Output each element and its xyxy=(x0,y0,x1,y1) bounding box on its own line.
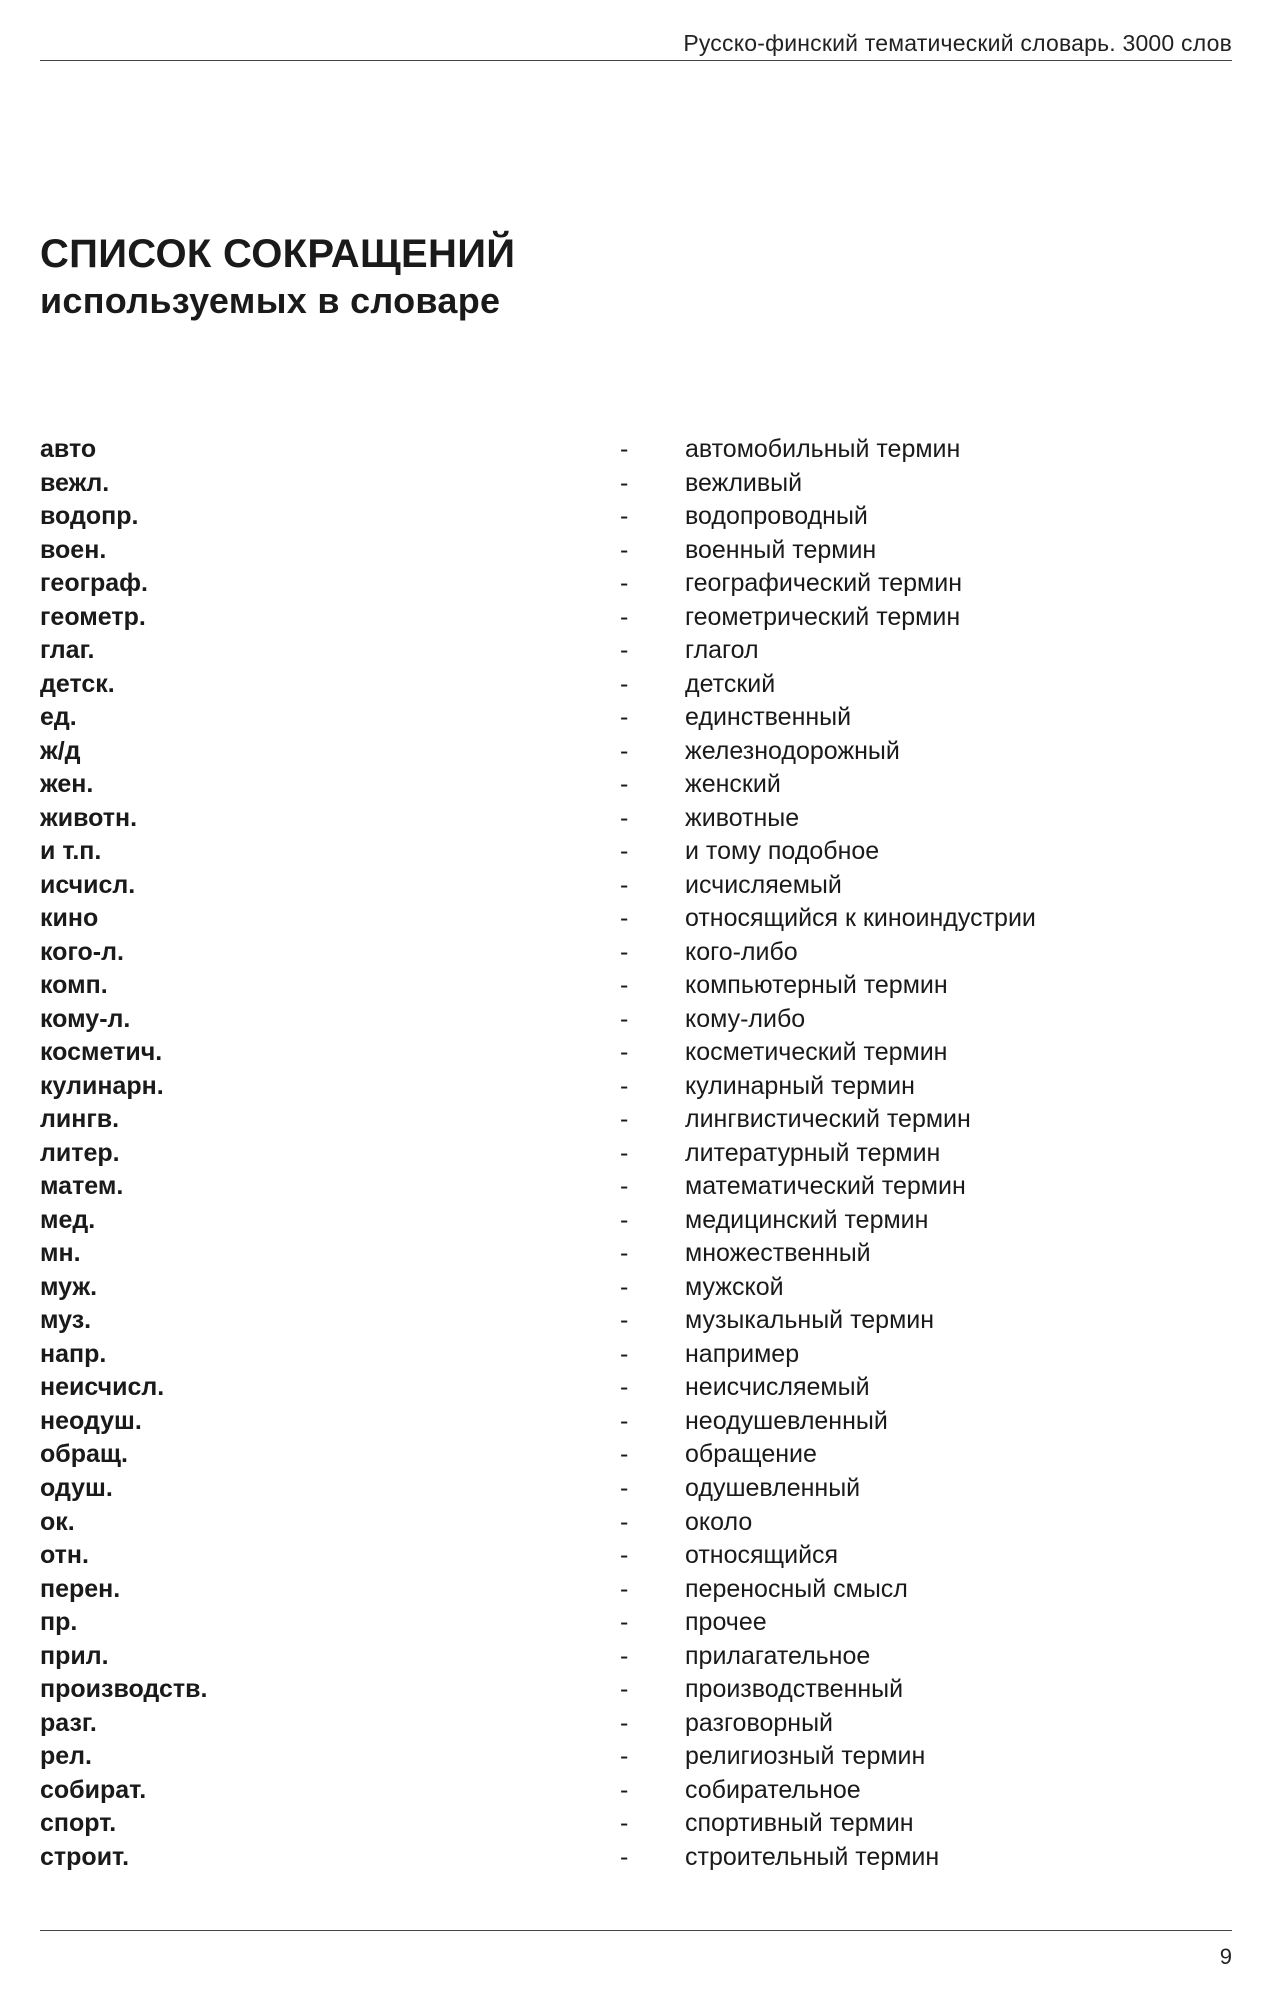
list-item xyxy=(40,1841,1232,1875)
abbreviation-meaning: относящийся xyxy=(685,1541,839,1570)
separator-dash: - xyxy=(620,569,629,598)
abbreviation: кино xyxy=(40,904,99,933)
list-item xyxy=(40,835,1232,869)
abbreviation: разг. xyxy=(40,1708,97,1737)
separator-dash: - xyxy=(620,1507,629,1536)
separator-dash: - xyxy=(620,937,629,966)
abbreviation: отн. xyxy=(40,1541,89,1570)
abbreviation: ж/д xyxy=(40,736,81,765)
header-rule xyxy=(40,60,1232,61)
abbreviation: кулинарн. xyxy=(40,1071,164,1100)
abbreviation-meaning: литературный термин xyxy=(685,1138,941,1167)
abbreviation-meaning: математический термин xyxy=(685,1172,966,1201)
separator-dash: - xyxy=(620,1272,629,1301)
abbreviation-meaning: кого-либо xyxy=(685,937,798,966)
list-item xyxy=(40,1036,1232,1070)
separator-dash: - xyxy=(620,1574,629,1603)
separator-dash: - xyxy=(620,1138,629,1167)
abbreviation-meaning: прилагательное xyxy=(685,1641,871,1670)
list-item xyxy=(40,467,1232,501)
list-item xyxy=(40,1539,1232,1573)
abbreviation-meaning: религиозный термин xyxy=(685,1742,926,1771)
list-item xyxy=(40,668,1232,702)
abbreviation: жен. xyxy=(40,770,94,799)
list-item xyxy=(40,1371,1232,1405)
separator-dash: - xyxy=(620,904,629,933)
abbreviation: мед. xyxy=(40,1205,96,1234)
abbreviation-meaning: детский xyxy=(685,669,776,698)
abbreviation-meaning: музыкальный термин xyxy=(685,1306,935,1335)
separator-dash: - xyxy=(620,1708,629,1737)
abbreviation: комп. xyxy=(40,971,108,1000)
abbreviation-meaning: относящийся к киноиндустрии xyxy=(685,904,1036,933)
abbreviation: глаг. xyxy=(40,636,95,665)
abbreviation-meaning: водопроводный xyxy=(685,502,868,531)
separator-dash: - xyxy=(620,837,629,866)
abbreviation: напр. xyxy=(40,1339,107,1368)
abbreviation: географ. xyxy=(40,569,148,598)
list-item xyxy=(40,567,1232,601)
list-item xyxy=(40,1070,1232,1104)
title-block xyxy=(40,230,515,324)
abbreviation: литер. xyxy=(40,1138,120,1167)
abbreviation: муж. xyxy=(40,1272,98,1301)
abbreviation: пр. xyxy=(40,1608,78,1637)
abbreviation-meaning: и тому подобное xyxy=(685,837,880,866)
abbreviation-meaning: строительный термин xyxy=(685,1842,940,1871)
list-item xyxy=(40,1506,1232,1540)
abbreviation-meaning: исчисляемый xyxy=(685,870,842,899)
abbreviation-meaning: лингвистический термин xyxy=(685,1105,971,1134)
separator-dash: - xyxy=(620,1306,629,1335)
separator-dash: - xyxy=(620,1004,629,1033)
separator-dash: - xyxy=(620,1239,629,1268)
list-item xyxy=(40,969,1232,1003)
separator-dash: - xyxy=(620,971,629,1000)
separator-dash: - xyxy=(620,1105,629,1134)
page-number: 9 xyxy=(1219,1944,1232,1969)
separator-dash: - xyxy=(620,636,629,665)
abbreviation: и т.п. xyxy=(40,837,102,866)
abbreviation: авто xyxy=(40,435,97,463)
running-header: Русско-финский тематический словарь. 3000 слов xyxy=(683,30,1232,56)
list-item xyxy=(40,869,1232,903)
list-item xyxy=(40,1472,1232,1506)
abbreviation-meaning: животные xyxy=(685,803,800,832)
list-item xyxy=(40,1774,1232,1808)
separator-dash: - xyxy=(620,535,629,564)
separator-dash: - xyxy=(620,736,629,765)
footer-rule xyxy=(40,1930,1232,1931)
abbreviation-meaning: кулинарный термин xyxy=(685,1071,915,1100)
abbreviation: рел. xyxy=(40,1742,93,1771)
abbreviation-meaning: прочее xyxy=(685,1608,767,1637)
list-item xyxy=(40,601,1232,635)
list-item xyxy=(40,1807,1232,1841)
separator-dash: - xyxy=(620,1641,629,1670)
abbreviation: ед. xyxy=(40,703,77,732)
abbreviation: собират. xyxy=(40,1775,147,1804)
abbreviation: одуш. xyxy=(40,1473,113,1502)
abbreviation: лингв. xyxy=(40,1105,120,1134)
abbreviation: воен. xyxy=(40,535,107,564)
separator-dash: - xyxy=(620,669,629,698)
abbreviation: детск. xyxy=(40,669,115,698)
separator-dash: - xyxy=(620,1541,629,1570)
abbreviation-meaning: женский xyxy=(685,770,781,799)
abbreviation-meaning: около xyxy=(685,1507,753,1536)
abbreviation: кому-л. xyxy=(40,1004,131,1033)
abbreviation-meaning: производственный xyxy=(685,1675,904,1704)
separator-dash: - xyxy=(620,468,629,497)
list-item xyxy=(40,1707,1232,1741)
list-item xyxy=(40,1137,1232,1171)
separator-dash: - xyxy=(620,435,629,463)
list-item xyxy=(40,1170,1232,1204)
abbreviation-meaning: обращение xyxy=(685,1440,817,1469)
list-item xyxy=(40,1606,1232,1640)
list-item xyxy=(40,1640,1232,1674)
abbreviation: водопр. xyxy=(40,502,139,531)
abbreviation: спорт. xyxy=(40,1809,117,1838)
separator-dash: - xyxy=(620,1742,629,1771)
abbreviation: неодуш. xyxy=(40,1406,142,1435)
separator-dash: - xyxy=(620,803,629,832)
list-item xyxy=(40,902,1232,936)
separator-dash: - xyxy=(620,1675,629,1704)
separator-dash: - xyxy=(620,1205,629,1234)
abbreviation: прил. xyxy=(40,1641,109,1670)
abbreviation: мн. xyxy=(40,1239,81,1268)
abbreviation-meaning: мужской xyxy=(685,1272,784,1301)
separator-dash: - xyxy=(620,703,629,732)
separator-dash: - xyxy=(620,1172,629,1201)
abbreviation: обращ. xyxy=(40,1440,128,1469)
list-item xyxy=(40,1237,1232,1271)
abbreviation-meaning: спортивный термин xyxy=(685,1809,914,1838)
separator-dash: - xyxy=(620,1373,629,1402)
list-item xyxy=(40,1304,1232,1338)
separator-dash: - xyxy=(620,1775,629,1804)
list-item xyxy=(40,936,1232,970)
abbreviation: исчисл. xyxy=(40,870,136,899)
abbreviation-meaning: косметический термин xyxy=(685,1038,948,1067)
page-title: СПИСОК СОКРАЩЕНИЙ xyxy=(40,232,516,276)
separator-dash: - xyxy=(620,1038,629,1067)
list-item xyxy=(40,1673,1232,1707)
abbreviation-meaning: кому-либо xyxy=(685,1004,806,1033)
abbreviation-meaning: глагол xyxy=(685,636,759,665)
separator-dash: - xyxy=(620,1339,629,1368)
separator-dash: - xyxy=(620,770,629,799)
abbreviation-meaning: автомобильный термин xyxy=(685,435,961,463)
abbreviation: неисчисл. xyxy=(40,1373,165,1402)
abbreviation-meaning: геометрический термин xyxy=(685,602,961,631)
separator-dash: - xyxy=(620,1406,629,1435)
list-item xyxy=(40,1573,1232,1607)
abbreviation-meaning: медицинский термин xyxy=(685,1205,929,1234)
abbreviation-meaning: железнодорожный xyxy=(685,736,900,765)
abbreviation: производств. xyxy=(40,1675,208,1704)
list-item xyxy=(40,735,1232,769)
abbreviation-meaning: множественный xyxy=(685,1239,871,1268)
list-item xyxy=(40,1438,1232,1472)
separator-dash: - xyxy=(620,1440,629,1469)
abbreviation-meaning: неисчисляемый xyxy=(685,1373,870,1402)
separator-dash: - xyxy=(620,502,629,531)
list-item xyxy=(40,701,1232,735)
abbreviation-meaning: компьютерный термин xyxy=(685,971,948,1000)
list-item xyxy=(40,1103,1232,1137)
list-item xyxy=(40,802,1232,836)
separator-dash: - xyxy=(620,1608,629,1637)
separator-dash: - xyxy=(620,1071,629,1100)
separator-dash: - xyxy=(620,602,629,631)
abbreviation: геометр. xyxy=(40,602,146,631)
abbreviation: муз. xyxy=(40,1306,92,1335)
abbreviation: перен. xyxy=(40,1574,121,1603)
abbreviation: ок. xyxy=(40,1507,75,1536)
list-item xyxy=(40,1271,1232,1305)
separator-dash: - xyxy=(620,1809,629,1838)
abbreviation-meaning: военный термин xyxy=(685,535,877,564)
abbreviation: животн. xyxy=(40,803,138,832)
list-item xyxy=(40,1003,1232,1037)
abbreviation-meaning: неодушевленный xyxy=(685,1406,888,1435)
list-item xyxy=(40,1204,1232,1238)
abbreviation-meaning: единственный xyxy=(685,703,852,732)
abbreviation: вежл. xyxy=(40,468,110,497)
abbreviation: косметич. xyxy=(40,1038,163,1067)
abbreviation: кого-л. xyxy=(40,937,124,966)
list-item xyxy=(40,433,1232,467)
list-item xyxy=(40,1405,1232,1439)
list-item xyxy=(40,1338,1232,1372)
abbreviation-meaning: географический термин xyxy=(685,569,963,598)
abbreviation-meaning: одушевленный xyxy=(685,1473,861,1502)
abbreviation-meaning: переносный смысл xyxy=(685,1574,908,1603)
abbreviation-meaning: разговорный xyxy=(685,1708,834,1737)
abbreviation-meaning: например xyxy=(685,1339,800,1368)
separator-dash: - xyxy=(620,1473,629,1502)
list-item xyxy=(40,634,1232,668)
abbreviation-meaning: собирательное xyxy=(685,1775,861,1804)
abbreviation: матем. xyxy=(40,1172,124,1201)
separator-dash: - xyxy=(620,1842,629,1871)
abbreviation: строит. xyxy=(40,1842,130,1871)
list-item xyxy=(40,500,1232,534)
list-item xyxy=(40,534,1232,568)
page-subtitle: используемых в словаре xyxy=(40,280,501,321)
abbreviation-meaning: вежливый xyxy=(685,468,803,497)
separator-dash: - xyxy=(620,870,629,899)
list-item xyxy=(40,768,1232,802)
list-item xyxy=(40,1740,1232,1774)
abbreviation-list xyxy=(40,433,1232,1874)
